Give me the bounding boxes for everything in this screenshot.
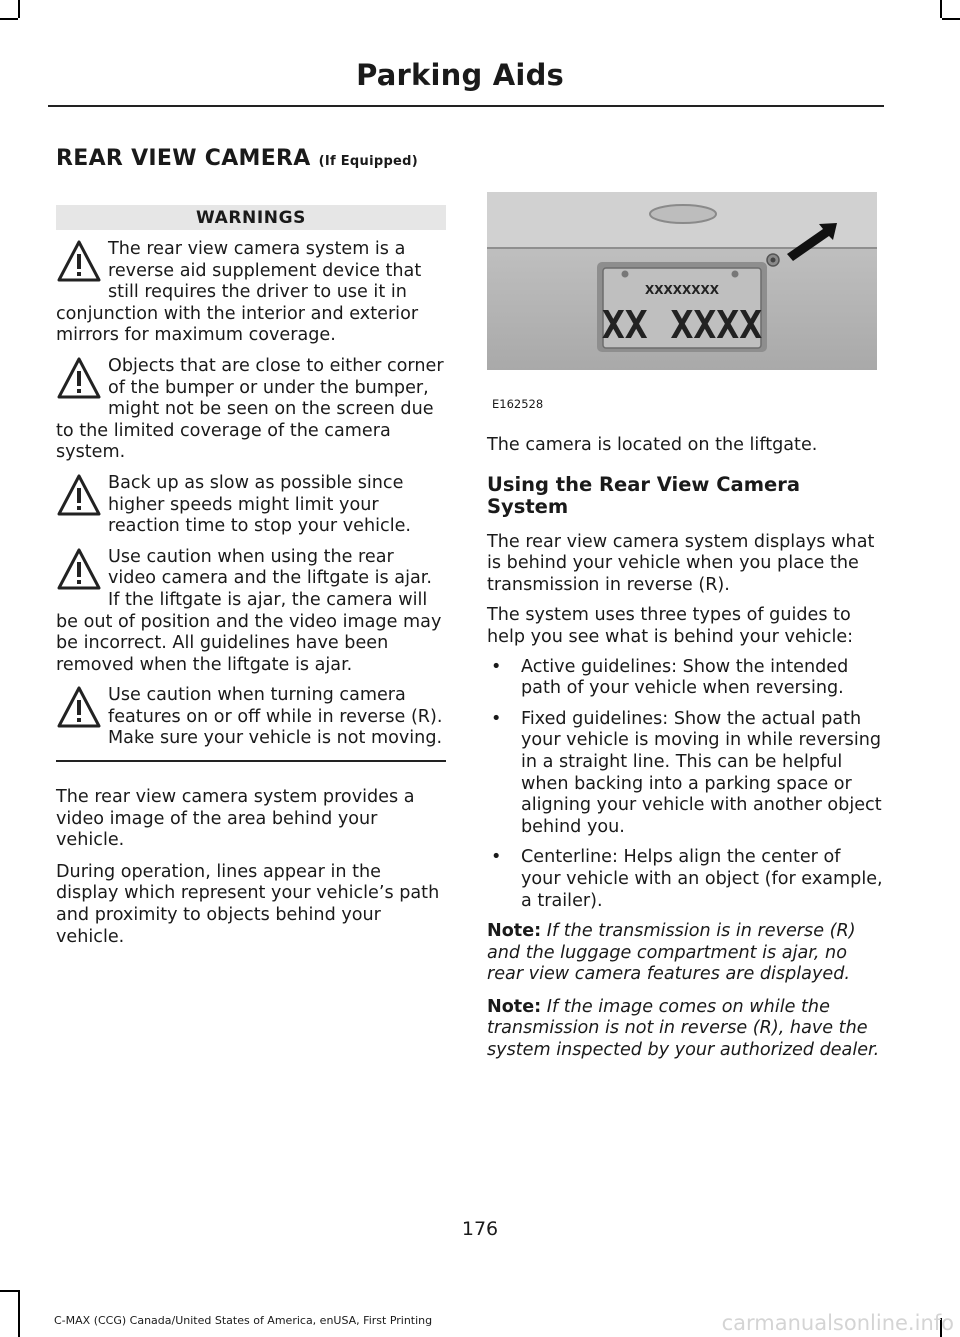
bullet-marker: • xyxy=(491,656,502,677)
note-label: Note: xyxy=(487,921,542,942)
note xyxy=(487,997,883,1062)
list-item-text: Centerline: Helps align the center of your vehicle with an object (for example, a trailer). xyxy=(521,847,883,911)
warning-item xyxy=(56,547,446,677)
warning-text: Use caution when using the rear video camera and the liftgate is ajar. If the liftgate is ajar, the camera will be out of position and the video image may be incorrect. All guidelines have been removed when the liftgate is ajar. xyxy=(56,546,442,675)
list-item xyxy=(487,657,883,700)
body-paragraph: The system uses three types of guides to help you see what is behind your vehicle: xyxy=(487,605,854,647)
left-column xyxy=(56,146,446,948)
guide-types-list xyxy=(487,657,883,913)
subsection-heading: Using the Rear View Camera System xyxy=(487,472,801,518)
watermark: carmanualsonline.info xyxy=(721,1311,954,1335)
list-item-text: Fixed guidelines: Show the actual path your vehicle is moving in while reversing in a straight line. This can be helpful when backing into a parking space or aligning your vehicle with another object behind you. xyxy=(521,708,882,837)
crop-mark xyxy=(0,1290,18,1292)
note-text: If the transmission is in reverse (R) and the luggage compartment is ajar, no rear view camera features are displayed. xyxy=(487,921,856,985)
note-text: If the image comes on while the transmission is not in reverse (R), have the system inspected by your authorized dealer. xyxy=(487,996,880,1061)
warning-text: The rear view camera system is a reverse aid supplement device that still requires the driver to use it in conjunction with the interior and exterior mirrors for maximum coverage. xyxy=(56,239,422,346)
plate-top-text: XXXXXXXX xyxy=(644,283,720,297)
crop-mark xyxy=(0,18,18,20)
bullet-marker: • xyxy=(491,847,502,868)
section-title-text: REAR VIEW CAMERA xyxy=(56,146,311,171)
body-paragraph: The rear view camera system displays what is behind your vehicle when you place the transmission in reverse (R). xyxy=(487,531,875,595)
warnings-heading: WARNINGS xyxy=(56,205,446,230)
warning-item xyxy=(56,356,446,464)
liftgate-illustration-svg xyxy=(487,192,877,370)
warning-triangle-icon xyxy=(56,239,102,289)
page-number: 176 xyxy=(461,1218,499,1240)
warning-triangle-icon xyxy=(56,685,102,735)
section-title xyxy=(56,146,446,171)
warning-triangle-icon xyxy=(56,356,102,406)
footer-text: C-MAX (CCG) Canada/United States of America, enUSA, First Printing xyxy=(54,1314,433,1327)
warning-text: Use caution when turning camera features on or off while in reverse (R). Make sure your vehicle is not moving. xyxy=(108,685,443,749)
list-item xyxy=(487,847,883,912)
list-item-text: Active guidelines: Show the intended path of your vehicle when reversing. xyxy=(521,656,849,699)
warning-item xyxy=(56,685,446,750)
liftgate-camera-illustration xyxy=(487,192,877,370)
warning-item xyxy=(56,473,446,538)
warning-triangle-icon xyxy=(56,473,102,523)
warning-text: Back up as slow as possible since higher speeds might limit your reaction time to stop your vehicle. xyxy=(108,472,412,537)
plate-main-text: XX XXXX xyxy=(601,303,763,347)
warnings-divider xyxy=(56,760,446,762)
body-paragraph: During operation, lines appear in the display which represent your vehicle’s path and proximity to objects behind your vehicle. xyxy=(56,861,440,947)
note-label: Note: xyxy=(487,996,542,1017)
warning-item xyxy=(56,239,446,347)
crop-mark xyxy=(18,1290,20,1337)
note xyxy=(487,921,883,986)
page-header-title: Parking Aids xyxy=(356,58,564,92)
crop-mark xyxy=(942,18,960,20)
bullet-marker: • xyxy=(491,708,502,729)
warning-triangle-icon xyxy=(56,547,102,597)
list-item xyxy=(487,709,883,839)
header-divider xyxy=(48,105,884,107)
section-title-suffix: (If Equipped) xyxy=(318,154,419,169)
figure-code: E162528 xyxy=(492,397,544,411)
warning-text: Objects that are close to either corner of the bumper or under the bumper, might not be seen on the screen due to the limited coverage of the camera system. xyxy=(56,355,444,463)
figure-caption: The camera is located on the liftgate. xyxy=(487,435,818,455)
right-column xyxy=(487,192,883,1073)
crop-mark xyxy=(940,0,942,18)
crop-mark xyxy=(18,0,20,18)
body-paragraph: The rear view camera system provides a video image of the area behind your vehicle. xyxy=(56,787,415,851)
